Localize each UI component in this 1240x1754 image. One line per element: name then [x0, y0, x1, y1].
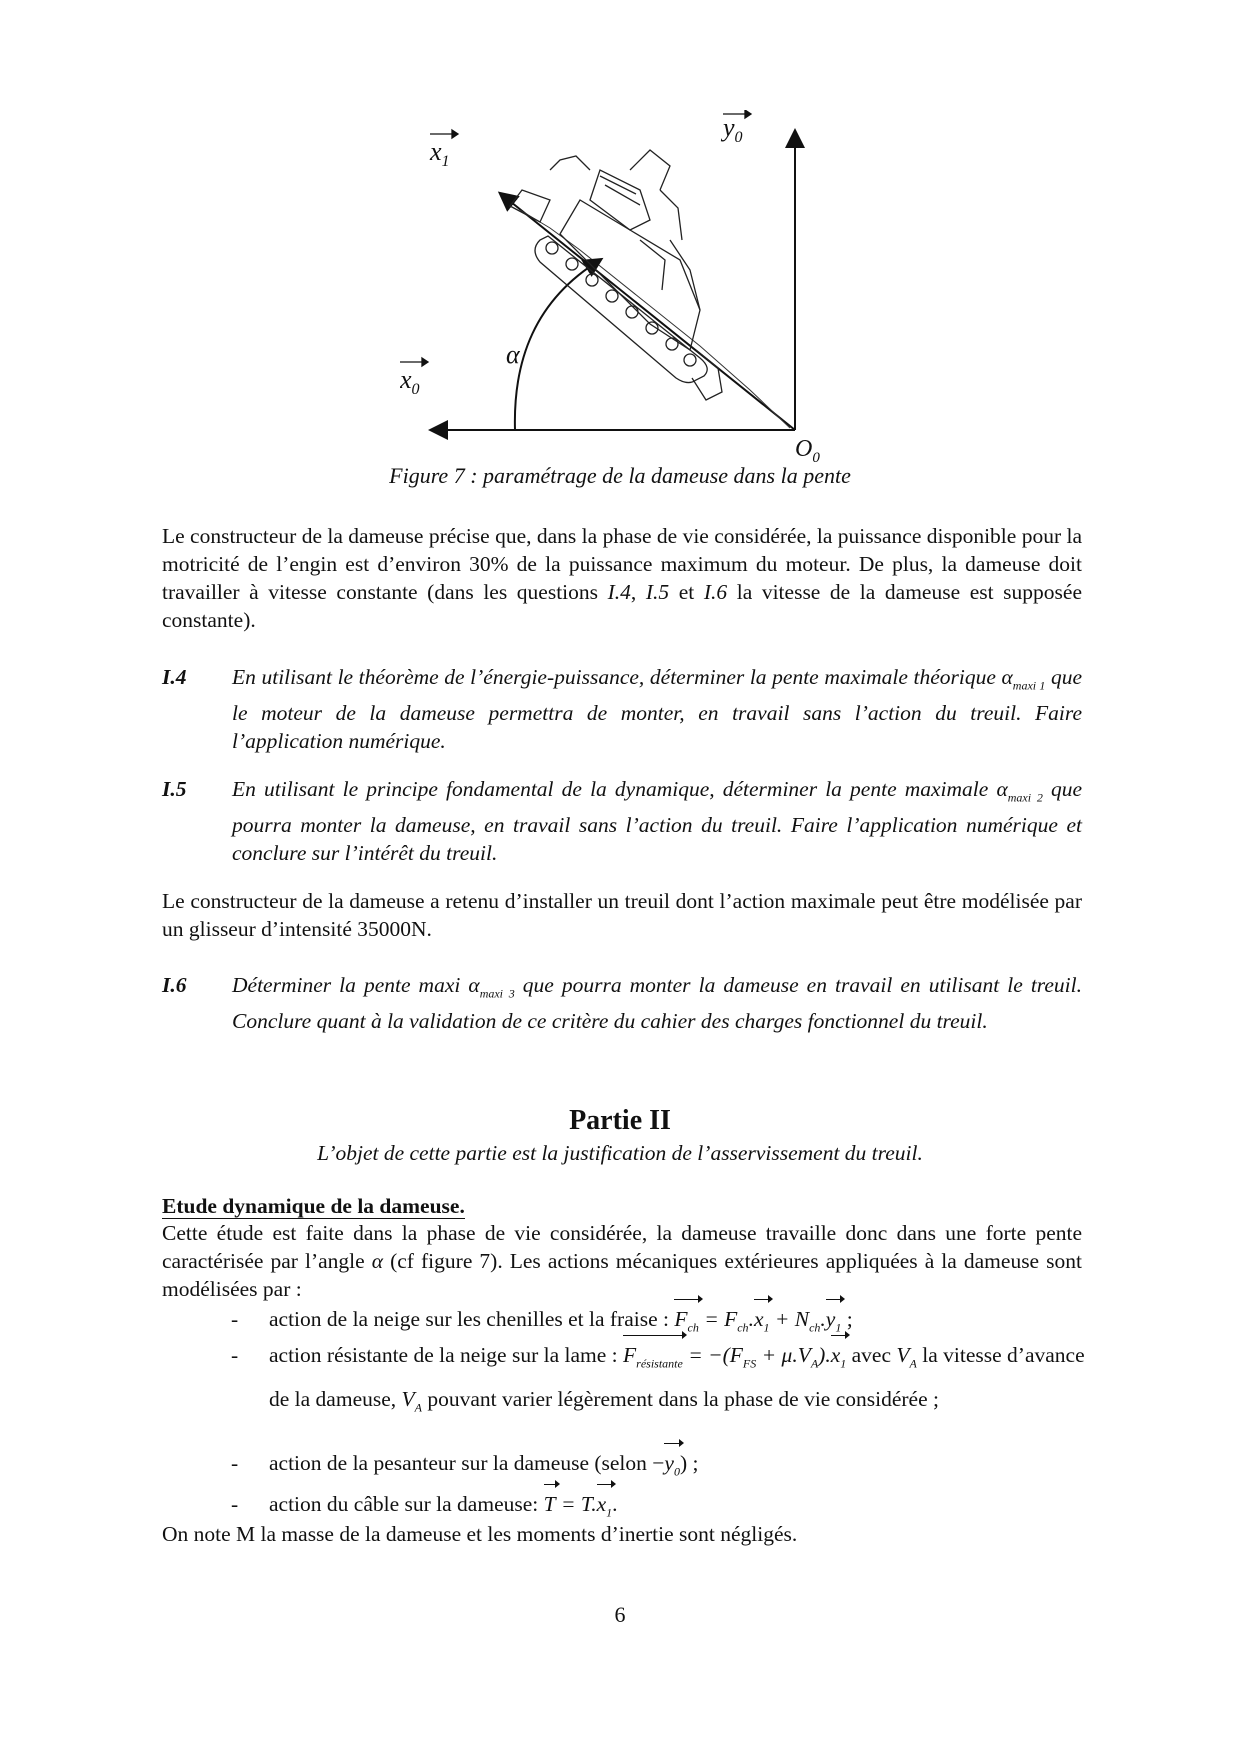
page-number: 6	[614, 1602, 626, 1627]
section-heading: Etude dynamique de la dameuse.	[162, 1194, 465, 1218]
alpha-label: α	[506, 340, 520, 369]
figure-7-diagram	[400, 110, 880, 470]
closing-paragraph: On note M la masse de la dameuse et les moments d’inertie sont négligés.	[162, 1522, 798, 1546]
snow-groomer-sketch	[510, 150, 722, 400]
part2-intro: Cette étude est faite dans la phase de vie considérée, la dameuse travaille donc dans une forte pente caractérisée par l’angle α (cf figure 7). Les actions mécaniques extérieures appliquées à la dameuse sont modélisées par :	[162, 1221, 1082, 1301]
y0-label: $y_0$	[723, 113, 743, 146]
question-number: I.4	[162, 665, 187, 689]
x0-label: $x_0$	[400, 365, 420, 398]
origin-label: $O_0$	[795, 436, 820, 466]
figure-caption: Figure 7 : paramétrage de la dameuse dans la pente	[389, 463, 851, 488]
question-number: I.6	[162, 973, 187, 997]
treuil-paragraph: Le constructeur de la dameuse a retenu d’installer un treuil dont l’action maximale peut être modélisée par un glisseur d’intensité 35000N.	[162, 889, 1082, 941]
part-subtitle: L’objet de cette partie est la justification de l’asservissement du treuil.	[317, 1141, 923, 1165]
part-title: Partie II	[569, 1105, 671, 1136]
question-number: I.5	[162, 777, 187, 801]
alpha-arc	[515, 260, 600, 430]
intro-paragraph: Le constructeur de la dameuse précise que, dans la phase de vie considérée, la puissance disponible pour la motricité de l’engin est d’environ 30% de la puissance maximum du moteur. De plus, la dameuse doit travailler à vitesse constante (dans les questions I.4, I.5 et I.6 la vitesse de la dameuse est supposée constante).	[162, 524, 1082, 632]
x1-label: $x_1$	[430, 137, 450, 170]
